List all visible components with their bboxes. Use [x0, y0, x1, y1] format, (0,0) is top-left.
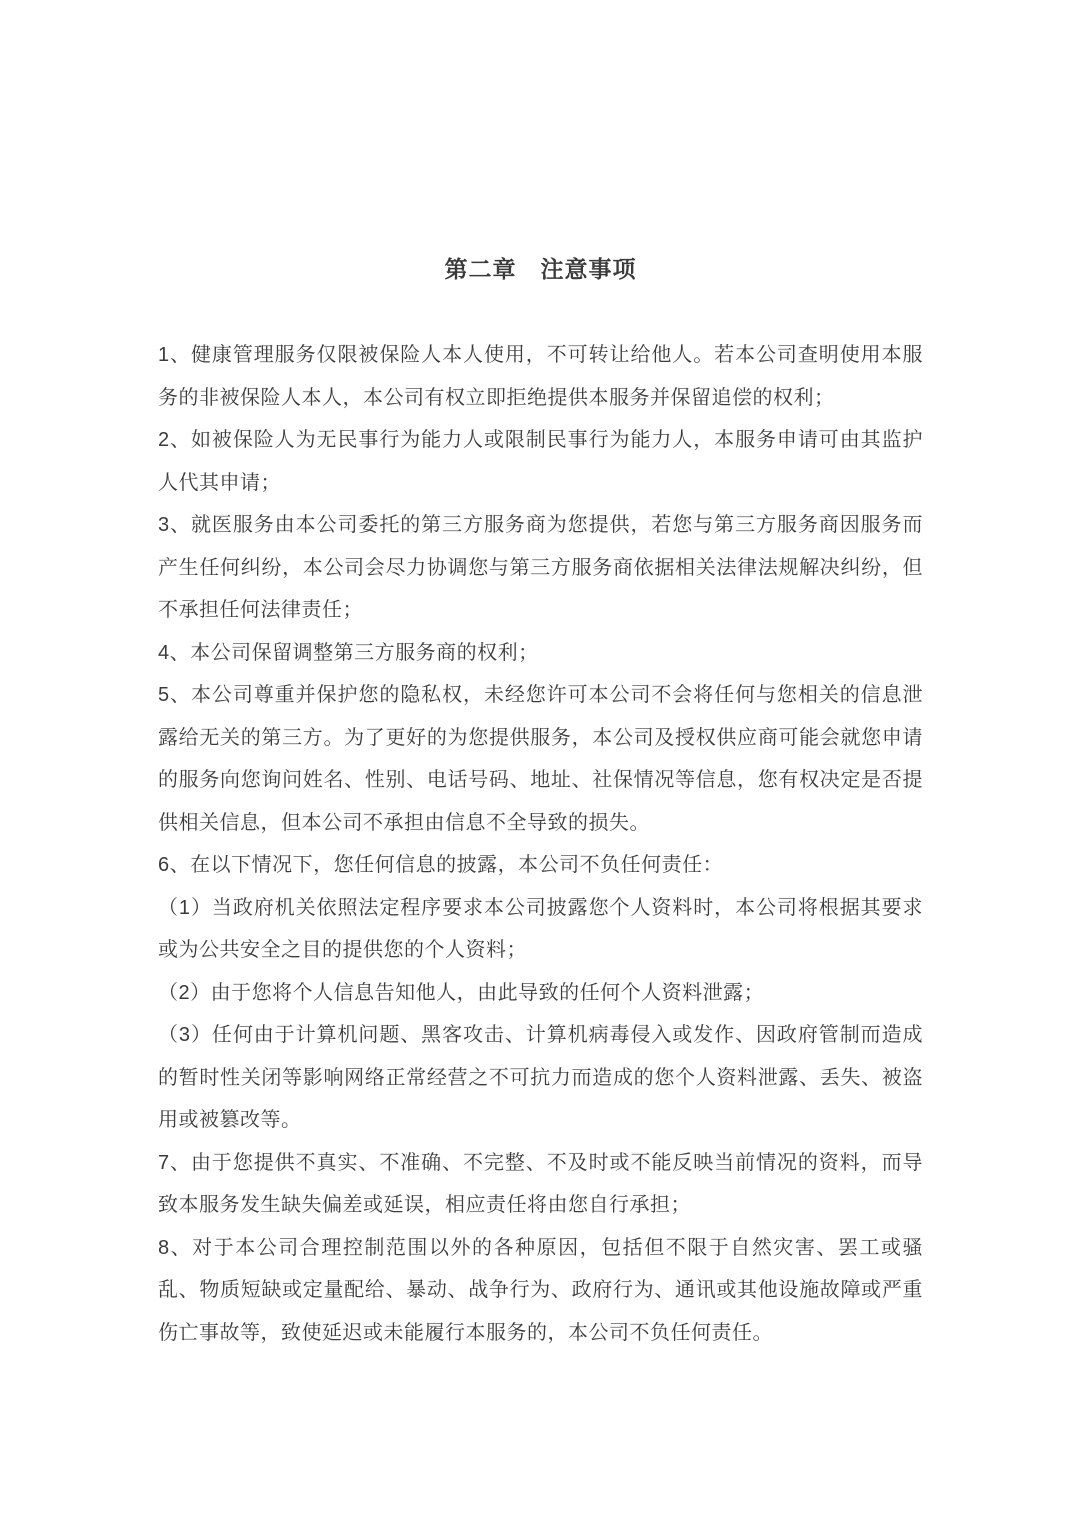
paragraph-item-5: 5、本公司尊重并保护您的隐私权，未经您许可本公司不会将任何与您相关的信息泄露给无关的第三方。为了更好的为您提供服务，本公司及授权供应商可能会就您申请的服务向您询问姓名、性别、电话号码、地址、社保情况等信息，您有权决定是否提供相关信息，但本公司不承担由信息不全导致的损失。: [158, 684, 923, 834]
paragraph-item-6: 6、在以下情况下，您任何信息的披露，本公司不负任何责任：: [158, 854, 724, 876]
document-body: [158, 334, 923, 1354]
paragraph-item-8: 8、对于本公司合理控制范围以外的各种原因，包括但不限于自然灾害、罢工或骚乱、物质短缺或定量配给、暴动、战争行为、政府行为、通讯或其他设施故障或严重伤亡事故等，致使延迟或未能履行本服务的，本公司不负任何责任。: [158, 1236, 923, 1344]
paragraph-item-2: 2、如被保险人为无民事行为能力人或限制民事行为能力人，本服务申请可由其监护人代其申请；: [158, 429, 923, 494]
paragraph-item-1: 1、健康管理服务仅限被保险人本人使用，不可转让给他人。若本公司查明使用本服务的非被保险人本人，本公司有权立即拒绝提供本服务并保留追偿的权利；: [158, 344, 923, 409]
paragraph-item-6-1: （1）当政府机关依照法定程序要求本公司披露您个人资料时，本公司将根据其要求或为公共安全之目的提供您的个人资料；: [158, 896, 923, 961]
paragraph-item-7: 7、由于您提供不真实、不准确、不完整、不及时或不能反映当前情况的资料，而导致本服务发生缺失偏差或延误，相应责任将由您自行承担；: [158, 1151, 923, 1216]
paragraph-item-3: 3、就医服务由本公司委托的第三方服务商为您提供，若您与第三方服务商因服务而产生任何纠纷，本公司会尽力协调您与第三方服务商依据相关法律法规解决纠纷，但不承担任何法律责任；: [158, 514, 923, 621]
paragraph-item-6-3: （3）任何由于计算机问题、黑客攻击、计算机病毒侵入或发作、因政府管制而造成的暂时性关闭等影响网络正常经营之不可抗力而造成的您个人资料泄露、丢失、被盗用或被篡改等。: [158, 1024, 923, 1131]
chapter-title: 第二章 注意事项: [444, 256, 637, 282]
paragraph-item-6-2: （2）由于您将个人信息告知他人，由此导致的任何个人资料泄露；: [158, 981, 765, 1004]
paragraph-item-4: 4、本公司保留调整第三方服务商的权利；: [158, 641, 539, 664]
